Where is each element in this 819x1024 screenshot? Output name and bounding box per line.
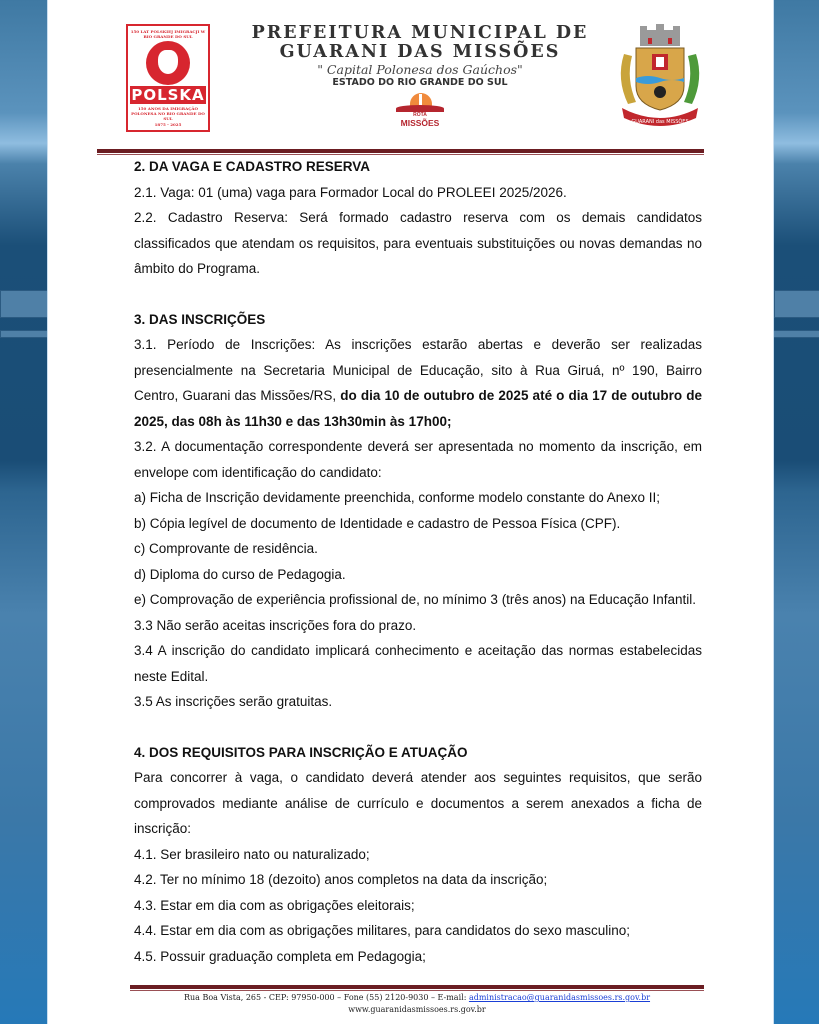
header-divider xyxy=(97,149,704,153)
crest-gear xyxy=(654,86,666,98)
requirement-item: 4.4. Estar em dia com as obrigações militares, para candidatos do sexo masculino; xyxy=(134,923,630,938)
background-chair xyxy=(0,290,48,318)
letterhead xyxy=(230,24,610,129)
crest-wheat xyxy=(621,54,636,104)
white-eagle-icon xyxy=(146,41,190,85)
crest-corn xyxy=(684,54,699,104)
polska-logo-years: 1875 - 2025 xyxy=(154,122,182,127)
rota-missoes-logo xyxy=(392,93,448,129)
section-4-heading: 4. DOS REQUISITOS PARA INSCRIÇÃO E ATUAÇÃO xyxy=(134,744,468,760)
polska-logo-bottom-text: 150 ANOS DA IMIGRAÇÃO POLONESA NO RIO GRANDE DO SUL xyxy=(131,105,205,121)
section-2-heading: 2. DA VAGA E CADASTRO RESERVA xyxy=(134,159,371,174)
background-desk xyxy=(0,330,50,338)
paragraph-3-3: 3.3 Não serão aceitas inscrições fora do prazo. xyxy=(134,617,417,633)
requirement-item: 4.5. Possuir graduação completa em Pedagogia; xyxy=(134,948,426,964)
background-right xyxy=(772,0,819,1024)
footer-divider xyxy=(130,985,704,989)
municipality-title-line2: GUARANI DAS MISSÕES xyxy=(279,42,561,62)
list-item-a: a) Ficha de Inscrição devidamente preenchida, conforme modelo constante do Anexo II; xyxy=(134,490,661,505)
requirement-item: 4.2. Ter no mínimo 18 (dezoito) anos completos na data da inscrição; xyxy=(134,872,548,887)
footer-website[interactable]: www.guaranidasmissoes.rs.gov.br xyxy=(348,1005,486,1014)
requirement-item: 4.1. Ser brasileiro nato ou naturalizado; xyxy=(134,846,370,862)
crest-ribbon-text: GUARANI das MISSÕES xyxy=(631,119,689,125)
crest-crown xyxy=(640,24,680,46)
paragraph-3-1-dates: do dia 10 de outubro de 2025 até o dia 17 de outubro de 2025, das 08h às 11h30 e das 13h30min às 17h00; xyxy=(134,388,702,429)
municipal-coat-of-arms-icon xyxy=(610,24,710,134)
list-item-e: e) Comprovação de experiência profissional de, no mínimo 3 (três anos) na Educação Infantil. xyxy=(134,592,697,607)
rota-label: ROTA xyxy=(413,112,427,118)
hill-icon xyxy=(396,105,444,112)
list-item-b: b) Cópia legível de documento de Identidade e cadastro de Pessoa Física (CPF). xyxy=(134,515,621,531)
list-item-c: c) Comprovante de residência. xyxy=(134,541,318,556)
background-chair xyxy=(774,290,819,318)
footer-contact xyxy=(130,992,704,1004)
municipality-slogan: " Capital Polonesa dos Gaúchos" xyxy=(317,62,523,77)
requirement-item: 4.3. Estar em dia com as obrigações eleitorais; xyxy=(134,897,415,913)
municipality-title-line1: PREFEITURA MUNICIPAL DE xyxy=(251,23,589,43)
footer xyxy=(130,992,704,1016)
footer-email-link[interactable]: administracao@guaranidasmissoes.rs.gov.br xyxy=(468,993,651,1002)
paragraph-2-2: 2.2. Cadastro Reserva: Será formado cadastro reserva com os demais candidatos classificados que atendam os requisitos, para eventuais substituições ou novas demandas no âmbito do Programa. xyxy=(134,210,702,276)
footer-address: Rua Boa Vista, 265 - CEP: 97950-000 – Fone (55) 2120-9030 – E-mail: xyxy=(183,993,469,1002)
state-name: ESTADO DO RIO GRANDE DO SUL xyxy=(332,77,508,88)
background-left xyxy=(0,0,48,1024)
background-desk xyxy=(772,330,819,338)
paragraph-3-1 xyxy=(134,332,702,434)
paragraph-3-2: 3.2. A documentação correspondente deverá ser apresentada no momento da inscrição, em envelope com identificação do candidato: xyxy=(134,439,702,480)
missoes-label: MISSÕES xyxy=(400,118,440,128)
document-body xyxy=(134,154,702,969)
section-3-heading: 3. DAS INSCRIÇÕES xyxy=(134,311,266,327)
paragraph-3-5: 3.5 As inscrições serão gratuitas. xyxy=(134,694,333,709)
paragraph-3-4: 3.4 A inscrição do candidato implicará conhecimento e aceitação das normas estabelecidas neste Edital. xyxy=(134,643,702,684)
polska-logo-top-text: 150 LAT POLSKIEJ IMIGRACJI W RIO GRANDE DO SUL xyxy=(130,29,206,39)
list-item-d: d) Diploma do curso de Pedagogia. xyxy=(134,566,346,582)
polska-logo-word: POLSKA xyxy=(131,86,205,104)
paragraph-3-1-text: 3.1. Período de Inscrições: As inscrições estarão abertas e deverão ser realizadas presencialmente na Secretaria Municipal de Educação, sito à Rua Giruá, nº 190, Bairro Centro, Guarani das Missões/RS, xyxy=(134,337,702,403)
polska-logo xyxy=(126,24,210,132)
section-4-intro: Para concorrer à vaga, o candidato deverá atender aos seguintes requisitos, que serão comprovados mediante análise de currículo e documentos a serem anexados a ficha de inscrição: xyxy=(134,770,702,836)
paragraph-2-1: 2.1. Vaga: 01 (uma) vaga para Formador Local do PROLEEI 2025/2026. xyxy=(134,184,567,200)
